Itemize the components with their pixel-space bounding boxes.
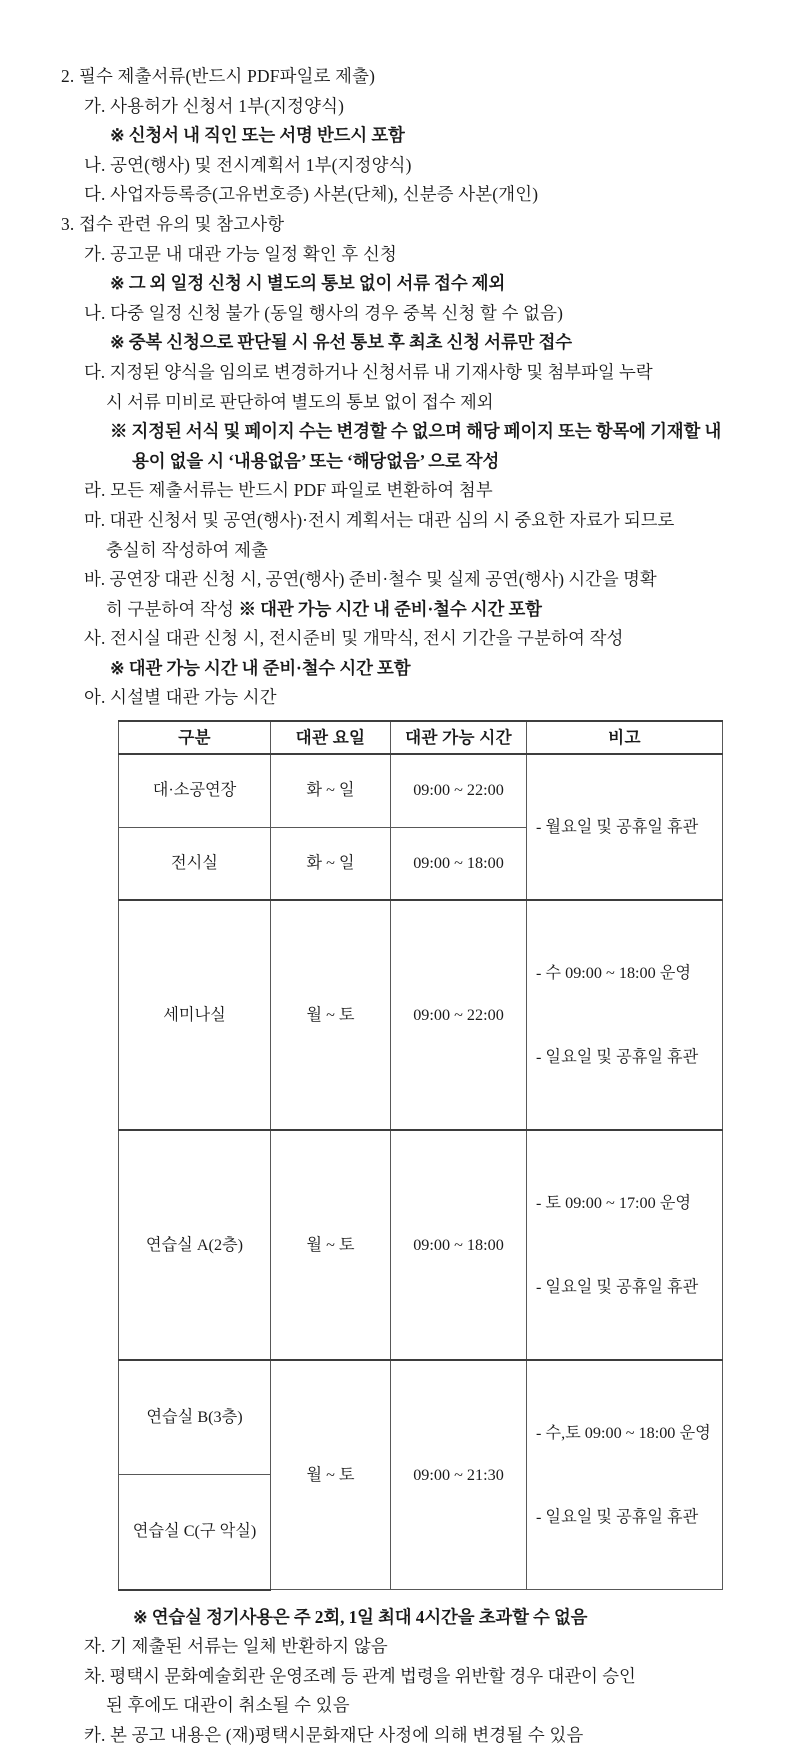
- table-row: [119, 1360, 723, 1475]
- cell-remark: [527, 900, 723, 1130]
- list-marker: 라.: [84, 480, 106, 501]
- facility-hours-table-wrapper: [0, 713, 793, 1591]
- list-item-text: 시 서류 미비로 판단하여 별도의 통보 없이 접수 제외: [106, 391, 494, 412]
- cell-facility: 전시실: [119, 827, 271, 900]
- list-item-text: 대관 신청서 및 공연(행사)·전시 계획서는 대관 심의 시 중요한 자료가 되므로: [109, 509, 675, 530]
- list-item: [0, 565, 793, 595]
- list-item-text: 시설별 대관 가능 시간: [110, 687, 277, 708]
- remark-line: - 수 09:00 ~ 18:00 운영: [536, 964, 692, 983]
- section-marker: 2.: [61, 66, 75, 86]
- cell-remark: [527, 1360, 723, 1590]
- document-body: [0, 62, 793, 1751]
- list-marker: 가.: [84, 95, 106, 116]
- note-text: 대관 가능 시간 내 준비·철수 시간 포함: [128, 657, 411, 678]
- list-item: [0, 151, 793, 181]
- section-title: 접수 관련 유의 및 참고사항: [79, 213, 285, 234]
- remark-line: - 일요일 및 공휴일 휴관: [536, 1508, 699, 1527]
- list-item: [0, 624, 793, 654]
- table-header-cell-hours: 대관 가능 시간: [391, 721, 527, 754]
- remark-line: - 일요일 및 공휴일 휴관: [536, 1048, 699, 1067]
- remark-line: - 토 09:00 ~ 17:00 운영: [536, 1194, 692, 1213]
- cell-day: 화 ~ 일: [271, 827, 391, 900]
- remark-line: - 일요일 및 공휴일 휴관: [536, 1278, 699, 1297]
- list-item-text: 전시실 대관 신청 시, 전시준비 및 개막식, 전시 기간을 구분하여 작성: [110, 628, 624, 649]
- list-item-text: 공연(행사) 및 전시계획서 1부(지정양식): [110, 154, 412, 175]
- cell-time: 09:00 ~ 21:30: [391, 1360, 527, 1590]
- list-item: [0, 1632, 793, 1662]
- cell-facility: 연습실 B(3층): [119, 1360, 271, 1475]
- list-item-text: 충실히 작성하여 제출: [106, 539, 269, 560]
- list-item-text: 다중 일정 신청 불가 (동일 행사의 경우 중복 신청 할 수 없음): [110, 302, 564, 323]
- list-marker: 자.: [84, 1636, 106, 1657]
- list-item-text: 사용허가 신청서 1부(지정양식): [110, 95, 345, 116]
- list-item-continuation: [0, 536, 793, 566]
- list-item-continuation: [0, 388, 793, 418]
- note-text: 연습실 정기사용은 주 2회, 1일 최대 4시간을 초과할 수 없음: [151, 1606, 588, 1627]
- list-item: [0, 1721, 793, 1751]
- list-item-text: 공연장 대관 신청 시, 공연(행사) 준비·철수 및 실제 공연(행사) 시간을 명확: [109, 569, 657, 590]
- list-item-text: 본 공고 내용은 (재)평택시문화재단 사정에 의해 변경될 수 있음: [110, 1724, 584, 1745]
- note-item: [0, 269, 793, 299]
- list-marker: 사.: [84, 628, 106, 649]
- note-item: [0, 1594, 793, 1633]
- list-marker: 아.: [84, 687, 106, 708]
- reference-mark-icon: ※: [110, 421, 128, 442]
- list-marker: 나.: [84, 302, 106, 323]
- cell-facility: 연습실 A(2층): [119, 1130, 271, 1360]
- list-marker: 가.: [84, 243, 106, 264]
- cell-facility: 연습실 C(구 악실): [119, 1475, 271, 1590]
- section-heading-2: [0, 62, 793, 92]
- cell-day: 월 ~ 토: [271, 1130, 391, 1360]
- list-item: [0, 1662, 793, 1692]
- facility-hours-table: [118, 720, 723, 1591]
- note-item: [0, 121, 793, 151]
- note-item-continuation: [0, 447, 793, 477]
- table-row: [119, 1130, 723, 1360]
- reference-mark-icon: ※: [133, 1606, 148, 1627]
- section-heading-3: [0, 210, 793, 240]
- list-marker: 다.: [84, 361, 106, 382]
- cell-facility: 대·소공연장: [119, 754, 271, 827]
- list-marker: 마.: [84, 509, 106, 530]
- cell-facility: 세미나실: [119, 900, 271, 1130]
- cell-day: 월 ~ 토: [271, 900, 391, 1130]
- cell-day: 월 ~ 토: [271, 1360, 391, 1590]
- list-item: [0, 180, 793, 210]
- remark-line: - 수,토 09:00 ~ 18:00 운영: [536, 1424, 711, 1443]
- list-item: [0, 92, 793, 122]
- list-marker: 다.: [84, 184, 106, 205]
- list-item-text: 히 구분하여 작성: [106, 598, 239, 619]
- cell-time: 09:00 ~ 18:00: [391, 827, 527, 900]
- note-text: 중복 신청으로 판단될 시 유선 통보 후 최초 신청 서류만 접수: [128, 332, 572, 353]
- cell-time: 09:00 ~ 22:00: [391, 754, 527, 827]
- list-marker: 카.: [84, 1724, 106, 1745]
- cell-day: 화 ~ 일: [271, 754, 391, 827]
- list-item: [0, 240, 793, 270]
- cell-time: 09:00 ~ 22:00: [391, 900, 527, 1130]
- list-marker: 바.: [84, 569, 106, 590]
- reference-mark-icon: ※: [110, 273, 125, 294]
- note-text: 신청서 내 직인 또는 서명 반드시 포함: [128, 125, 405, 146]
- list-item-text: 공고문 내 대관 가능 일정 확인 후 신청: [110, 243, 397, 264]
- table-header-cell-remarks: 비고: [527, 721, 723, 754]
- list-item: [0, 506, 793, 536]
- list-item-text: 지정된 양식을 임의로 변경하거나 신청서류 내 기재사항 및 첨부파일 누락: [109, 361, 653, 382]
- table-header-cell-days: 대관 요일: [271, 721, 391, 754]
- reference-mark-icon: ※: [110, 332, 125, 353]
- inline-note-text: ※ 대관 가능 시간 내 준비·철수 시간 포함: [238, 598, 542, 619]
- cell-remark: [527, 754, 723, 900]
- list-item-text: 모든 제출서류는 반드시 PDF 파일로 변환하여 첨부: [110, 480, 493, 501]
- list-item: [0, 299, 793, 329]
- list-item-continuation: [0, 1691, 793, 1721]
- note-text: 용이 없을 시 ‘내용없음’ 또는 ‘해당없음’ 으로 작성: [132, 450, 500, 471]
- list-item-text: 사업자등록증(고유번호증) 사본(단체), 신분증 사본(개인): [110, 184, 539, 205]
- reference-mark-icon: ※: [110, 657, 125, 678]
- list-item: [0, 476, 793, 506]
- table-row: [119, 754, 723, 827]
- list-item-text: 기 제출된 서류는 일체 반환하지 않음: [110, 1636, 388, 1657]
- cell-remark: [527, 1130, 723, 1360]
- table-row: [119, 900, 723, 1130]
- note-text: 지정된 서식 및 페이지 수는 변경할 수 없으며 해당 페이지 또는 항목에 기재할 내: [131, 421, 722, 442]
- list-item: [0, 683, 793, 713]
- note-item: [0, 654, 793, 684]
- list-item-text: 평택시 문화예술회관 운영조례 등 관계 법령을 위반할 경우 대관이 승인: [109, 1665, 636, 1686]
- list-marker: 나.: [84, 154, 106, 175]
- table-header-cell-division: 구분: [119, 721, 271, 754]
- note-text: 그 외 일정 신청 시 별도의 통보 없이 서류 접수 제외: [128, 273, 506, 294]
- note-item: [0, 328, 793, 358]
- section-title: 필수 제출서류(반드시 PDF파일로 제출): [79, 66, 376, 86]
- note-item: [0, 417, 793, 447]
- cell-time: 09:00 ~ 18:00: [391, 1130, 527, 1360]
- list-item-text: 된 후에도 대관이 취소될 수 있음: [106, 1695, 350, 1716]
- list-marker: 차.: [84, 1665, 106, 1686]
- list-item: [0, 358, 793, 388]
- section-marker: 3.: [61, 213, 75, 234]
- table-header-row: [119, 721, 723, 754]
- remark-line: - 월요일 및 공휴일 휴관: [536, 818, 699, 837]
- list-item-continuation: [0, 595, 793, 625]
- reference-mark-icon: ※: [110, 125, 125, 146]
